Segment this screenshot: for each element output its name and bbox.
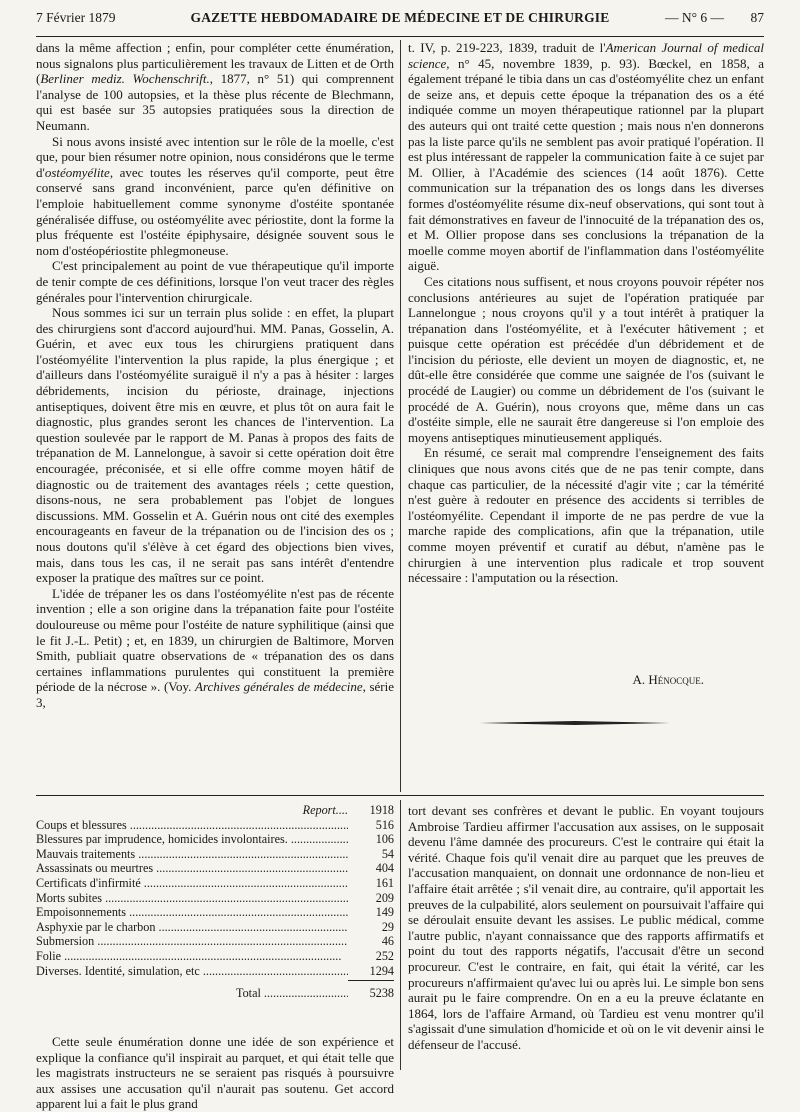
italic-run: American Journal of medical science <box>408 40 764 71</box>
statistics-row <box>36 861 394 876</box>
statistics-row <box>36 920 394 935</box>
statistics-row <box>36 847 394 862</box>
text-run: tort devant ses confrères et devant le public. En voyant toujours Ambroise Tardieu affirmer l'accusation aux assises, on le supposait devenu l'âme damnée des procureurs. C'est le contraire qui était la vérité. Chaque fois qu'il venait dire au parquet que les preuves de l'accusation manquaient, on donnait une ordonnance de non-lieu et l'affaire était arrêtée ; s'il venait dire, au contraire, qu'il apportait les preuves de la culpabilité, alors seulement on poursuivait l'affaire qui se déroulait ensuite devant les assises. Le public médical, comme l'autre public, n'ayant connaissance que des rapports affirmatifs et point du tout des rapports négatifs, l'accusait d'être un second procureur. C'est le contraire, en fait, qui était la vérité, car les procureurs n'affirmaient qu'avec lui ou après lui. Le simple bon sens aurait pu le faire comprendre. On en a eu la preuve éclatante en 1864, lors de l'affaire Armand, où Tardieu est venu montrer qu'il s'agissait d'une simulation d'homicide et où on le vit devenir ainsi le défenseur de l'accusé. <box>408 803 764 1052</box>
text-run: t. IV, p. 219-223, 1839, traduit de l' <box>408 40 606 55</box>
text-run: En résumé, ce serait mal comprendre l'enseignement des faits cliniques que nous avons cités que de ne pas tenir compte, dans chaque cas particulier, de la nécessité d'agir vite ; car la témérité n'est guère à redouter en présence des accidents si terribles de l'ostéomyélite. Cependant il importe de ne pas perdre de vue la marche rapide des complications, afin que la trépanation, utile comme moyen préventif et curatif au début, n'amène pas le chirurgien à une intervention plus radicale et trop souvent nécessaire : l'amputation ou la résection. <box>408 445 764 586</box>
total-value: 5238 <box>369 986 394 1001</box>
statistics-table <box>36 803 394 1001</box>
statistics-label: Assassinats ou meurtres ..... <box>36 861 348 876</box>
paragraph <box>408 274 764 446</box>
page-number: 87 <box>750 10 764 25</box>
text-run: L'idée de trépaner les os dans l'ostéomyélite n'est pas de récente invention ; elle a son origine dans la trépanation faite pour l'ostéite douloureuse ou même pour l'ostéite de nature syphilitique (ainsi que le fit J.-L. Petit) ; et, en 1839, un chirurgien de Baltimore, Morven Smith, publiait quatre observations de « trépanation des os dans certaines inflammations purulentes qui constituent la première période de la nécrose ». (Voy. <box>36 585 394 695</box>
paragraph <box>408 40 764 274</box>
separator-ornament <box>480 721 670 725</box>
statistics-label: Diverses. Identité, simulation, etc ..... <box>36 964 348 979</box>
italic-run: ostéomyélite <box>44 164 110 180</box>
article-left-column <box>36 40 394 711</box>
statistics-row <box>36 891 394 906</box>
text-run: , 1877, n° 51) qui comprennent l'analyse de 100 autopsies, et la thèse plus récente de Blechmann, qui est basée sur 35 autopsies pratiquées sous la direction de Neumann. <box>36 71 394 133</box>
statistics-row <box>36 949 394 964</box>
bottom-right-text <box>408 803 764 1053</box>
section-rule <box>36 795 764 796</box>
sum-rule <box>348 980 394 981</box>
total-row <box>36 986 394 1001</box>
report-row <box>36 803 394 818</box>
text-run: C'est principalement au point de vue thérapeutique qu'il importe de tenir compte de ces définitions, lorsque l'on veut tracer des règles générales pour l'intervention chirurgicale. <box>36 258 394 305</box>
statistics-label: Morts subites ..... <box>36 891 348 906</box>
total-label: Total ..... <box>36 986 348 1001</box>
text-run: , série 3, <box>36 679 394 710</box>
statistics-row <box>36 964 394 979</box>
text-run: , n° 45, novembre 1839, p. 93). Bœckel, en 1858, a également trépané le tibia dans un cas d'ostéomyélite chez un enfant de seize ans, et depuis cette époque la trépanation des os a été indiquée comme un moyen thérapeutique rationnel par la plupart des auteurs qui ont traité cette question ; mais nous n'en donnerons pas la liste parce qu'ils ne semblent pas avoir pratiqué l'opération. Il est plus intéressant de rappeler la communication faite à ce sujet par M. Ollier, à l'Académie des sciences (14 août 1876). Cette communication sur la trépanation des os longs dans les diverses formes d'ostéomyélite résume dix-neuf observations, qui sont tout à fait démonstratives en faveur de l'innocuité de la trépanation des os, et M. Ollier propose dans ses conclusions la trépanation de la moelle comme moyen abortif de l'inflammation dans l'ostéomyélite aiguë. <box>408 55 764 274</box>
statistics-value: 161 <box>375 875 394 890</box>
column-divider <box>400 40 401 792</box>
statistics-row <box>36 876 394 891</box>
issue-number: — N° 6 — <box>664 10 724 25</box>
paragraph <box>36 305 394 586</box>
bottom-left-text <box>36 1034 394 1112</box>
text-run: Nous sommes ici sur un terrain plus solide : en effet, la plupart des chirurgiens sont d'accord aujourd'hui. MM. Panas, Gosselin, A. Guérin, et avec eux tous les chirurgiens pratiquent dans l'ostéomyélite l'intervention la plus rapide, la plus énergique ; et d'ailleurs dans l'ostéomyélite suraiguë il n'y a pas à hésiter : larges débridements, incision du périoste, drainage, injections antiseptiques, doivent être mis en œuvre, et plus tôt on aura fait le diagnostic, plus grandes seront les chances de l'intervention. La question soulevée par le rapport de M. Panas à propos des faits de trépanation de M. Lannelongue, à savoir si cette opération doit être encouragée, préconisée, et si elle offre comme moyen hâtif de diagnostic ou de traitement des avantages réels ; cette question, disons-nous, ne sera probablement pas l'objet de longues discussions. MM. Gosselin et A. Guérin nous ont cité des exemples encourageants en faveur de la trépanation ou de l'incision des os ; nous doutons qu'il s'élève à cet égard des objections bien vives, mais, dans tous les cas, il ne serait pas sans intérêt d'entendre exposer la pratique des maîtres sur ce point. <box>36 305 394 586</box>
report-value: 1918 <box>369 803 394 817</box>
page-header <box>36 10 764 36</box>
statistics-label: Folie ..... <box>36 949 348 964</box>
statistics-label: Empoisonnements ..... <box>36 905 348 920</box>
statistics-label: Blessures par imprudence, homicides involontaires. ..... <box>36 832 348 847</box>
statistics-rows <box>36 818 394 979</box>
statistics-row <box>36 934 394 949</box>
paragraph <box>36 586 394 711</box>
text-run: Cette seule énumération donne une idée de son expérience et explique la confiance qu'il inspirait au parquet, et qui était telle que les magistrats instructeurs ne se seraient pas risqués à poursuivre aux assises une accusation qu'il n'aurait pas soutenu. Get accord apparent lui a fait le plus grand <box>36 1034 394 1112</box>
report-label: Report.... <box>302 803 348 817</box>
statistics-label: Coups et blessures ..... <box>36 818 348 833</box>
paragraph <box>36 258 394 305</box>
statistics-value: 46 <box>381 934 394 949</box>
statistics-value: 106 <box>375 832 394 847</box>
paragraph <box>36 134 394 259</box>
article-right-column <box>408 40 764 586</box>
signature-block <box>408 668 764 688</box>
statistics-value: 516 <box>375 817 394 832</box>
statistics-row <box>36 832 394 847</box>
statistics-label: Asphyxie par le charbon ..... <box>36 920 348 935</box>
statistics-label: Submersion ..... <box>36 934 348 949</box>
statistics-label: Certificats d'infirmité ..... <box>36 876 348 891</box>
journal-title: GAZETTE HEBDOMADAIRE DE MÉDECINE ET DE CHIRURGIE <box>190 10 610 25</box>
paragraph <box>36 1034 394 1112</box>
paragraph <box>408 803 764 1053</box>
paragraph <box>36 40 394 134</box>
statistics-label: Mauvais traitements ..... <box>36 847 348 862</box>
lower-column-divider <box>400 800 401 1070</box>
statistics-value: 1294 <box>369 963 394 978</box>
statistics-value: 404 <box>375 861 394 876</box>
paragraph <box>408 445 764 585</box>
statistics-value: 29 <box>381 919 394 934</box>
statistics-value: 252 <box>375 948 394 963</box>
text-run: Si nous avons insisté avec intention sur le rôle de la moelle, c'est que, pour bien résumer notre opinion, nous considérons que le terme d' <box>36 133 394 180</box>
italic-run: Archives générales de médecine <box>195 679 363 695</box>
statistics-value: 54 <box>381 846 394 861</box>
header-rule <box>36 36 764 37</box>
statistics-row <box>36 905 394 920</box>
text-run: dans la même affection ; enfin, pour compléter cette énumération, nous signalons plus particulièrement les travaux de Litten et de Orth ( <box>36 40 394 87</box>
text-run: , avec toutes les réserves qu'il comporte, peut être conservé sans grand inconvénient, parce qu'en définitive on l'emploie habituellement comme synonyme d'ostéite spontanée généralisée diffuse, ou ostéomyélite avec périostite, dont la forme la plus fréquente est l'ostéite épiphysaire, désignée souvent sous le nom d'ostéopériostite phlegmoneuse. <box>36 164 394 258</box>
author-signature: A. Hénocque. <box>632 672 704 687</box>
italic-run: Berliner mediz. Wochenschrift. <box>40 71 210 87</box>
statistics-value: 149 <box>375 905 394 920</box>
text-run: Ces citations nous suffisent, et nous croyons pouvoir répéter nos conclusions antérieures au sujet de l'opération pratiquée par Lannelongue ; nous croyons qu'il y a tout intérêt à pratiquer la trépanation dans l'ostéomyélite, et à l'exécuter hâtivement ; et puisque cette opération est précédée d'un débridement et de l'incision du périoste, elle devient un moyen de diagnostic, et, ne dût-elle être considérée que comme une saignée de l'os (suivant le procédé de Laugier) ou comme un débridement de l'os (suivant le procédé de A. Guérin), nous croyons que, même dans un cas d'ostéite simple, elle ne saurait être dangereuse si l'on emploie des moyens antiseptiques minutieusement appliqués. <box>408 273 764 445</box>
statistics-value: 209 <box>375 890 394 905</box>
issue-date: 7 Février 1879 <box>36 10 116 25</box>
statistics-row <box>36 818 394 833</box>
